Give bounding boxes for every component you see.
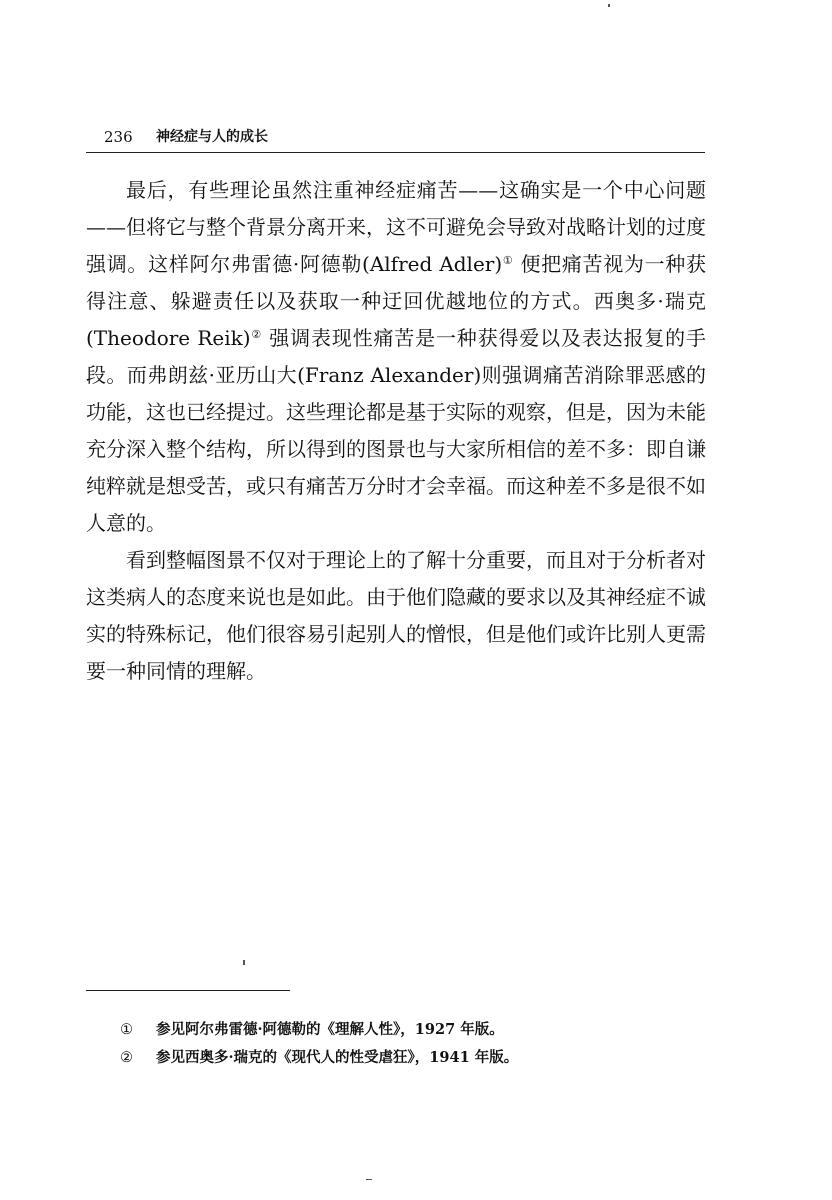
footnote-1-mark: ① (120, 1022, 133, 1038)
footnote-ref-2: ② (250, 328, 263, 341)
footnote-2-mark: ② (120, 1050, 133, 1066)
page-header (86, 126, 705, 153)
paragraph-1-part-b: 便把痛苦视为一种获得注意、躲避责任以及获取一种迂回优越地位的方式。西奥多·瑞克(Theodore Reik) (86, 252, 706, 350)
footnote-ref-1: ① (502, 254, 514, 267)
footnotes (120, 1016, 700, 1072)
paragraph-2: 看到整幅图景不仅对于理论上的了解十分重要，而且对于分析者对这类病人的态度来说也是如此。由于他们隐藏的要求以及其神经症不诚实的特殊标记，他们很容易引起别人的憎恨，但是他们或许比别人更需要一种同情的理解。 (86, 548, 706, 683)
scan-speck (243, 960, 245, 965)
paragraph-1-part-c: 强调表现性痛苦是一种获得爱以及表达报复的手段。而弗朗兹·亚历山大(Franz Alexander)则强调痛苦消除罪恶感的功能，这也已经提过。这些理论都是基于实际的观察，但是，因为未能充分深入整个结构，所以得到的图景也与大家所相信的差不多：即自谦纯粹就是想受苦，或只有痛苦万分时才会幸福。而这种差不多是很不如人意的。 (86, 326, 706, 535)
scan-speck (366, 1179, 372, 1180)
footnote-rule (86, 990, 290, 991)
paragraph-1-part-a: 最后，有些理论虽然注重神经症痛苦——这确实是一个中心问题——但将它与整个背景分离开来，这不可避免会导致对战略计划的过度强调。这样阿尔弗雷德·阿德勒(Alfred Adler) (86, 178, 706, 276)
scan-speck (608, 4, 610, 7)
footnote-1 (120, 1016, 700, 1044)
footnote-2 (120, 1044, 700, 1072)
footnote-2-text: 参见西奥多·瑞克的《现代人的性受虐狂》，1941 年版。 (156, 1049, 519, 1066)
page-number: 236 (104, 128, 133, 146)
paragraph-1 (86, 172, 706, 542)
running-title: 神经症与人的成长 (156, 129, 268, 145)
body-text (86, 172, 706, 690)
footnote-1-text: 参见阿尔弗雷德·阿德勒的《理解人性》，1927 年版。 (156, 1021, 504, 1038)
